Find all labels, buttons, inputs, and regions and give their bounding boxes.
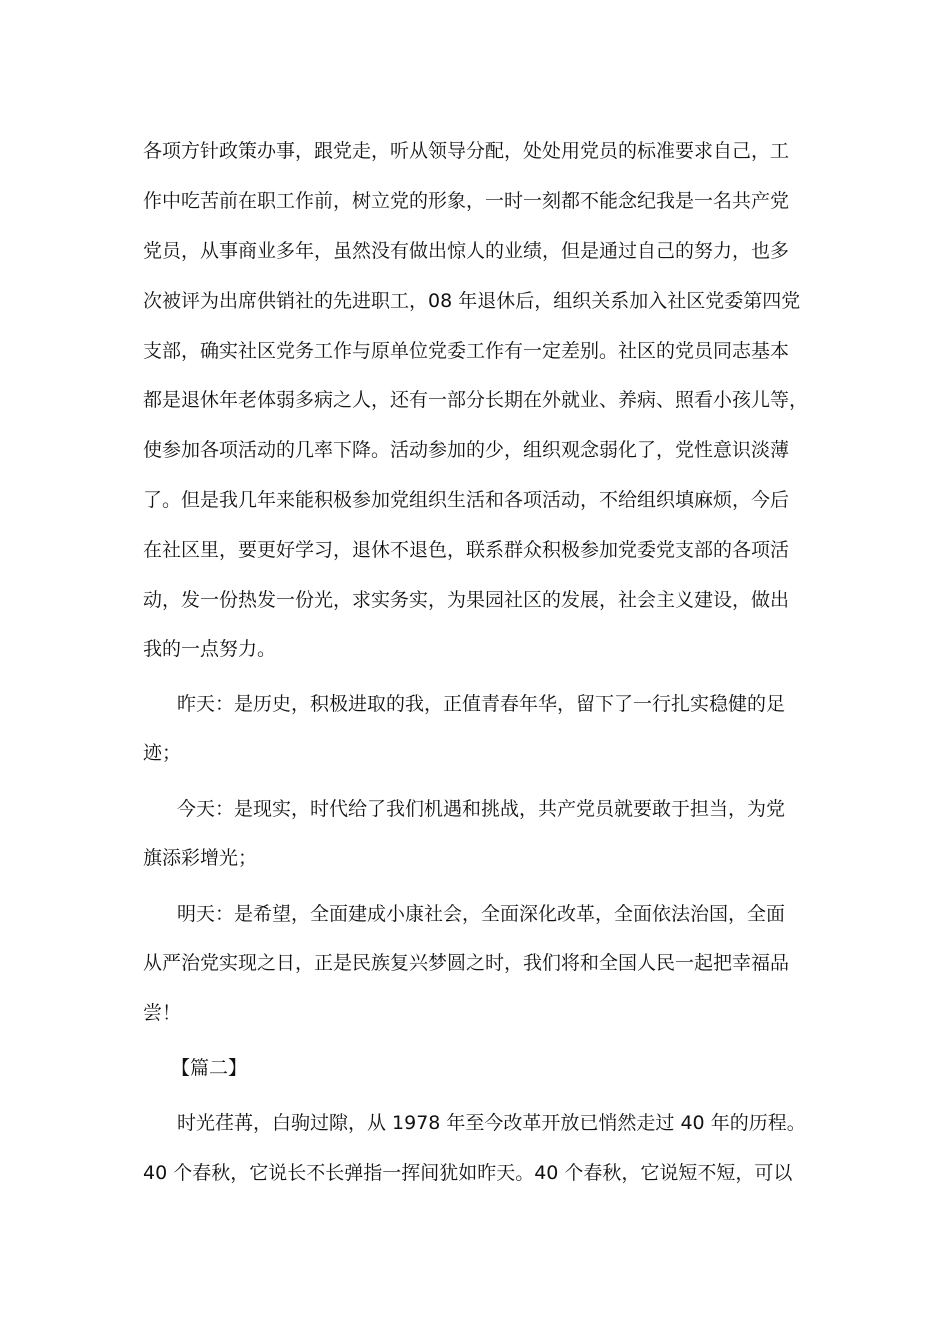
text-line: 使参加各项活动的几率下降。活动参加的少，组织观念弱化了，党性意识淡薄 (143, 439, 790, 461)
paragraph-today: 今天：是现实，时代给了我们机遇和挑战，共产党员就要敢于担当，为党 (177, 798, 786, 820)
paragraph-yesterday: 昨天：是历史，积极进取的我，正值青春年华，留下了一行扎实稳健的足 (177, 693, 786, 715)
text-line: 尝！ (143, 1002, 182, 1024)
paragraph-tomorrow: 明天：是希望，全面建成小康社会，全面深化改革，全面依法治国，全面 (177, 903, 786, 925)
text-line: 支部，确实社区党务工作与原单位党委工作有一定差别。社区的党员同志基本 (143, 340, 790, 362)
text-line: 党员，从事商业多年，虽然没有做出惊人的业绩，但是通过自己的努力，也多 (143, 240, 790, 262)
text-line: 都是退休年老体弱多病之人，还有一部分长期在外就业、养病、照看小孩儿等， (143, 389, 809, 411)
text-line: 从严治党实现之日，正是民族复兴梦圆之时，我们将和全国人民一起把幸福品 (143, 952, 790, 974)
text-line: 次被评为出席供销社的先进职工，08 年退休后，组织关系加入社区党委第四党 (143, 290, 801, 312)
text-line: 作中吃苦前在职工作前，树立党的形象，一时一刻都不能念纪我是一名共产党 (143, 190, 790, 212)
section-heading: 【篇二】 (171, 1057, 248, 1079)
paragraph-section-two: 时光荏苒，白驹过隙，从 1978 年至今改革开放已悄然走过 40 年的历程。 (177, 1112, 806, 1134)
text-line: 了。但是我几年来能积极参加党组织生活和各项活动，不给组织填麻烦，今后 (143, 489, 790, 511)
text-line: 旗添彩增光； (143, 847, 258, 869)
text-line: 动，发一份热发一份光，求实务实，为果园社区的发展，社会主义建设，做出 (143, 589, 790, 611)
text-line: 各项方针政策办事，跟党走，听从领导分配，处处用党员的标准要求自己，工 (143, 140, 790, 162)
text-line: 40 个春秋，它说长不长弹指一挥间犹如昨天。40 个春秋，它说短不短，可以 (143, 1162, 793, 1184)
text-line: 在社区里，要更好学习，退休不退色，联系群众积极参加党委党支部的各项活 (143, 539, 790, 561)
text-line: 迹； (143, 742, 182, 764)
text-line: 我的一点努力。 (143, 638, 277, 660)
